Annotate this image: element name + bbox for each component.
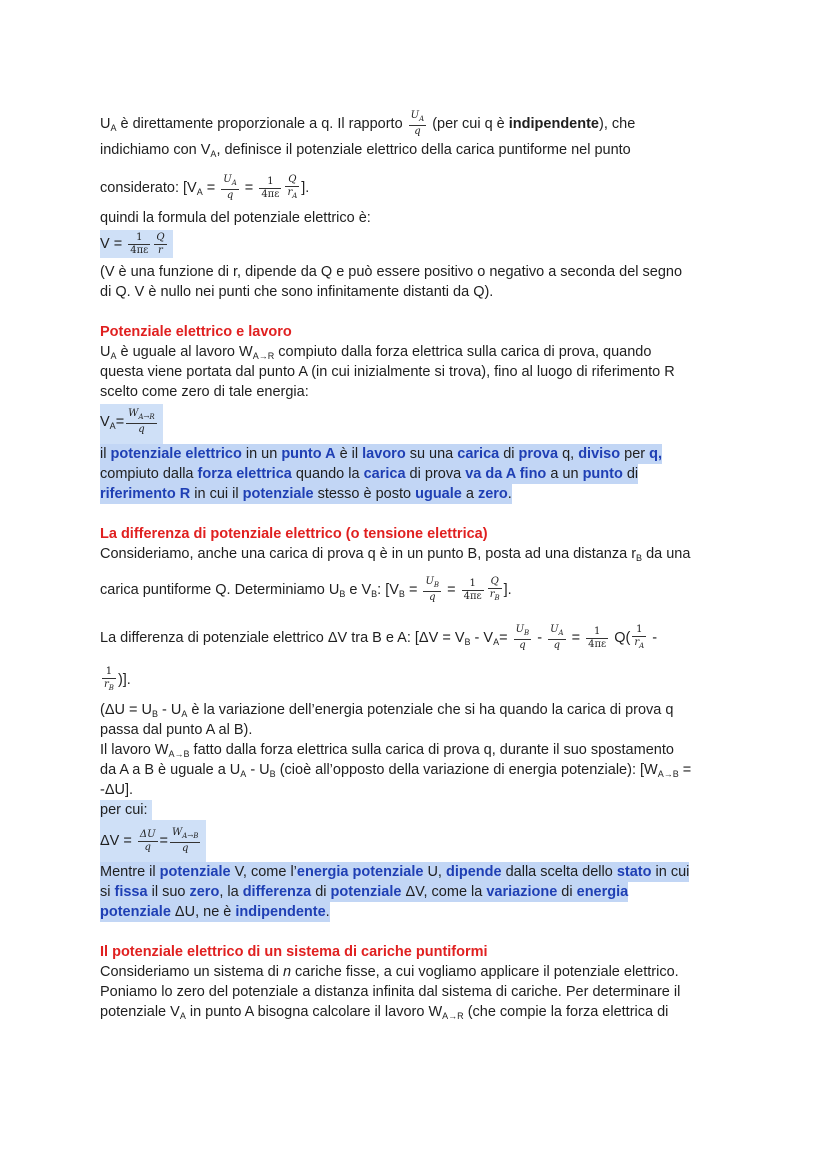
text-line: -ΔU]. [100, 782, 134, 798]
definition-line [100, 484, 512, 504]
text-run: per [620, 446, 650, 462]
keyword: carica [363, 466, 406, 482]
definition-line [100, 444, 662, 464]
definition-line [100, 882, 628, 902]
formula-potential: V = $\frac{1}{4\pi\varepsilon}$ $\frac{Q}{r}$ [100, 230, 173, 258]
text-run: su una [405, 446, 458, 462]
section-title: La differenza di potenziale elettrico (o tensione elettrica) [100, 526, 488, 542]
text-line: ($\Delta U = U_B - U_A$ è la variazione dell’energia potenziale che si ha quando la carica di prova q [100, 702, 674, 719]
keyword: energia [576, 884, 629, 900]
definition-line [100, 902, 330, 922]
text-run: dalla scelta dello [501, 864, 617, 880]
text-run: il [100, 446, 111, 462]
text-run: di [499, 446, 519, 462]
definition-line [100, 464, 638, 484]
text-run: . [507, 486, 512, 502]
text-run: U, [423, 864, 446, 880]
fraction-ua-q: $\frac{U_A}{q}$ [410, 110, 425, 137]
text-run: si [100, 884, 115, 900]
keyword: punto [582, 466, 623, 482]
text-run: , la [219, 884, 243, 900]
text-line: Consideriamo un sistema di n cariche fisse, a cui vogliamo applicare il potenziale elettrico. [100, 964, 679, 980]
text-line: Il lavoro $W_{A\to B}$ fatto dalla forza elettrica sulla carica di prova q, durante il suo spostamento [100, 742, 674, 759]
keyword: zero [189, 884, 220, 900]
text-run: di [557, 884, 577, 900]
text-run: . [325, 904, 330, 920]
text-run: quando la [291, 466, 364, 482]
text-line: questa viene portata dal punto A (in cui inizialmente si trova), fino al luogo di riferimento R [100, 364, 675, 380]
text-run: di [622, 466, 639, 482]
text-run: V, come l’ [230, 864, 297, 880]
keyword: indipendente [235, 904, 326, 920]
keyword: riferimento R [100, 486, 191, 502]
keyword: potenziale elettrico [110, 446, 242, 462]
text-run: a [461, 486, 478, 502]
text-run: a un [546, 466, 583, 482]
text-run: è il [335, 446, 363, 462]
text-line: Consideriamo, anche una carica di prova q è in un punto B, posta ad una distanza $r_B$ da una [100, 546, 691, 563]
text-line: La differenza di potenziale elettrico ΔV tra B e A: [$\Delta V = V_B - V_A=$ $\frac{U_B}{q}$ - $\frac{U_A}{q}$ = $\frac{1}{4\pi\varepsilon}$ Q( $\frac{1}{r_A}$ - [100, 624, 658, 651]
text-run: q, [558, 446, 579, 462]
keyword: potenziale [159, 864, 231, 880]
keyword: diviso [578, 446, 621, 462]
keyword: potenziale [330, 884, 402, 900]
text-run: ΔV, come la [401, 884, 487, 900]
text-line: Poniamo lo zero del potenziale a distanza infinita dal sistema di cariche. Per determinare il [100, 984, 681, 1000]
text-run: di [311, 884, 331, 900]
text-line: $U_A$ è uguale al lavoro $W_{A\to R}$ compiuto dalla forza elettrica sulla carica di prova, quando [100, 344, 652, 361]
text-run: di prova [405, 466, 466, 482]
text-run: compiuto dalla [100, 466, 198, 482]
keyword: forza elettrica [197, 466, 292, 482]
text-line: per cui: [100, 800, 152, 820]
formula-dv: ΔV = $\frac{\Delta U}{q}$ = $\frac{W_{A\to B}}{q}$ [100, 820, 206, 862]
keyword: carica [457, 446, 500, 462]
text-line: di Q. V è nullo nei punti che sono infinitamente distanti da Q). [100, 284, 494, 300]
text-run: Mentre il [100, 864, 160, 880]
section-title: Potenziale elettrico e lavoro [100, 324, 292, 340]
formula-va: $V_A=$ $\frac{W_{A\to R}}{q}$ [100, 404, 163, 444]
text-run: in cui il [190, 486, 243, 502]
text-line: passa dal punto A al B). [100, 722, 253, 738]
keyword: differenza [242, 884, 312, 900]
text-line: indichiamo con $V_A$, definisce il potenziale elettrico della carica puntiforme nel punto [100, 142, 631, 159]
text-line: da A a B è uguale a $U_A - U_B$ (cioè all’opposto della variazione di energia potenziale): [$W_{A\to B}$ = [100, 762, 692, 779]
text-line: considerato: [$V_A$ = $\frac{U_A}{q}$ = $\frac{1}{4\pi\varepsilon}$ $\frac{Q}{r_A}$ ]. [100, 174, 310, 201]
text-line: potenziale $V_A$ in punto A bisogna calcolare il lavoro $W_{A\to R}$ (che compie la forza elettrica di [100, 1004, 669, 1021]
keyword: punto A [281, 446, 336, 462]
keyword: dipende [445, 864, 502, 880]
text-line: $\frac{1}{r_B}$ )]. [104, 666, 131, 692]
definition-line [100, 862, 689, 882]
keyword: potenziale [242, 486, 314, 502]
text-run: il suo [147, 884, 190, 900]
text-line: scelto come zero di tale energia: [100, 384, 309, 400]
keyword: stato [616, 864, 652, 880]
text-run: ΔU, ne è [170, 904, 236, 920]
keyword: q, [649, 446, 663, 462]
keyword: variazione [486, 884, 558, 900]
keyword: lavoro [362, 446, 406, 462]
keyword: prova [518, 446, 559, 462]
text-line: (V è una funzione di r, dipende da Q e può essere positivo o negativo a seconda del segno [100, 264, 683, 280]
text-run: in un [241, 446, 282, 462]
text-line: $U_A$ è direttamente proporzionale a q. Il rapporto $\frac{U_A}{q}$ (per cui q è indipendente), che [100, 110, 636, 137]
text-line: quindi la formula del potenziale elettrico è: [100, 210, 371, 226]
keyword: uguale [415, 486, 462, 502]
keyword: potenziale [100, 904, 171, 920]
text-run: stesso è posto [313, 486, 416, 502]
text-line: carica puntiforme Q. Determiniamo $U_B$ e $V_B$: [$V_B$ = $\frac{U_B}{q}$ = $\frac{1}{4\pi\varepsilon}$ $\frac{Q}{r_B}$ ]. [100, 576, 512, 603]
text-run: in cui [651, 864, 690, 880]
keyword: zero [477, 486, 508, 502]
keyword: energia potenziale [296, 864, 424, 880]
keyword: va da A fino [465, 466, 547, 482]
section-title: Il potenziale elettrico di un sistema di cariche puntiformi [100, 944, 488, 960]
keyword: fissa [114, 884, 148, 900]
